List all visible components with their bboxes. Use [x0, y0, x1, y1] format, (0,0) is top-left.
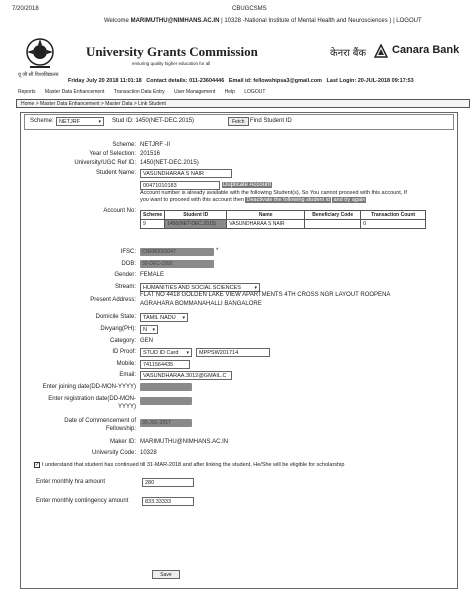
td-transaction-count: 0	[361, 220, 426, 229]
dob-label: DOB:	[121, 261, 136, 267]
duplicate-account-tag: Duplicate Account	[223, 182, 272, 188]
print-title: CBUGCSMS	[232, 6, 267, 12]
bank-name: Canara Bank	[392, 44, 460, 56]
save-button[interactable]: Save	[152, 570, 180, 579]
th-beneficiary-code: Beneficiary Code	[305, 211, 361, 220]
warning-highlight: Deactivate the following student id	[246, 197, 330, 203]
scheme-label: Scheme:	[112, 142, 136, 148]
th-student-id: Student ID	[165, 211, 227, 220]
maker-id-value: MARIMUTHU@NIMHANS.AC.IN	[140, 439, 229, 445]
ugc-logo-icon	[22, 36, 58, 76]
th-transaction-count: Transaction Count	[361, 211, 426, 220]
id-proof-number-field[interactable]: MPPSW201714	[196, 348, 270, 357]
info-bar	[68, 78, 414, 84]
breadcrumb: Home > Master Data Enhancement > Master Data > Link Student	[16, 99, 470, 108]
th-name: Name	[227, 211, 305, 220]
ugc-title: University Grants Commission	[86, 44, 258, 59]
menu-help[interactable]: Help	[224, 89, 235, 95]
commencement-label: Date of Commencement of	[64, 418, 136, 424]
email-field[interactable]: VASUNDHARAA.3012@GMAIL.C	[140, 371, 232, 380]
year-value: 201516	[140, 151, 161, 157]
university-code-value: 10328	[140, 450, 157, 456]
email-label: Email:	[119, 372, 136, 378]
stream-select[interactable]: HUMANITIES AND SOCIAL SCIENCES ▾	[140, 283, 260, 292]
find-student-id-link[interactable]: Find Student ID	[250, 118, 292, 124]
search-stud-id-label: Stud ID: 1450(NET-DEC.2015)	[112, 118, 195, 124]
menu-logout[interactable]: LOGOUT	[244, 89, 266, 95]
address-line-2: AGRAHARA BOMMANAHALLI BANGALORE	[140, 301, 262, 307]
divyang-select[interactable]: N ▾	[140, 325, 158, 334]
welcome-rest[interactable]: | 10328 -National Institute of Mental Health and Neurosciences ) | LOGOUT	[221, 18, 422, 24]
bank-name-hindi: केनरा बैंक	[330, 48, 367, 59]
divyang-label: Divyang(PH):	[100, 326, 136, 332]
registration-date-field[interactable]	[140, 397, 192, 405]
account-number-field[interactable]: 00471010183	[140, 181, 220, 190]
td-name: VASUNDHARAA S NAIR	[227, 220, 305, 229]
mobile-label: Mobile:	[116, 361, 136, 367]
agreement-text: I understand that student has continued till 31-MAR-2018 and after linking the student, He/She will be eligible for scholarship	[42, 462, 345, 468]
agreement-checkbox[interactable]: ✓	[35, 462, 40, 468]
id-proof-label: ID Proof:	[112, 349, 136, 355]
hra-label: Enter monthly hra amount	[36, 479, 106, 485]
ref-id-label: University/UGC Ref ID:	[74, 160, 136, 166]
domicile-label: Domicile State:	[95, 314, 136, 320]
scheme-value: NETJRF -II	[140, 142, 170, 148]
commencement-date-field[interactable]: 30-JUL-2017	[140, 419, 192, 427]
duplicate-account-table	[140, 210, 426, 229]
university-code-label: University Code:	[91, 450, 136, 456]
logo-subtext: यू जी सी विश्वविद्यालय	[18, 72, 59, 78]
address-line-1: FLAT NO 4418 GOLDEN LAKE VIEW APARTMENTS 4TH CROSS NGR LAYOUT ROOPENA	[140, 292, 391, 298]
mobile-field[interactable]: 7411564435	[140, 360, 190, 369]
td-beneficiary-code	[305, 220, 361, 229]
warning-line-3: and try again	[333, 197, 366, 203]
info-contact: Contact details: 011-23604446	[146, 78, 225, 84]
canara-bank-logo-icon	[374, 44, 388, 58]
ugc-tagline: ensuring quality higher education for all	[132, 61, 211, 66]
student-name-field[interactable]: VASUNDHARAA S NAIR	[140, 169, 232, 178]
welcome-prefix: Welcome	[104, 18, 129, 24]
hra-field[interactable]: 280	[142, 478, 194, 487]
joining-date-label: Enter joining date(DD-MON-YYYY)	[42, 384, 136, 390]
year-label: Year of Selection:	[89, 151, 136, 157]
menu-transaction[interactable]: Transaction Data Entry	[113, 89, 165, 95]
dob-field[interactable]: 30-DEC-1992	[140, 260, 214, 268]
ifsc-required-mark: *	[216, 248, 219, 254]
ref-id-value: 1450(NET-DEC.2015)	[140, 160, 199, 166]
menu-bar	[18, 89, 470, 95]
domicile-select[interactable]: TAMIL NADU ▾	[140, 313, 188, 322]
gender-label: Gender:	[114, 272, 136, 278]
table-row	[141, 220, 426, 229]
warning-line-2: this account, If you want to proceed with this account then	[140, 190, 407, 203]
stream-label: Stream:	[114, 284, 136, 290]
address-label: Present Address:	[90, 297, 136, 303]
maker-id-label: Maker ID:	[109, 439, 136, 445]
info-email: Email id: fellowshipsa3@gmail.com	[228, 78, 322, 84]
commencement-label-2: Fellowship:	[105, 426, 136, 432]
th-scheme: Scheme	[141, 211, 165, 220]
category-value: GEN	[140, 338, 154, 344]
print-date: 7/20/2018	[12, 6, 39, 12]
contingency-field[interactable]: 833.33333	[142, 497, 194, 506]
menu-reports[interactable]: Reports	[18, 89, 36, 95]
registration-date-label: Enter registration date(DD-MON-	[48, 396, 136, 402]
gender-value: FEMALE	[140, 272, 165, 278]
search-scheme-label: Scheme:	[30, 118, 54, 124]
ifsc-label: IFSC:	[120, 249, 136, 255]
id-proof-select[interactable]: STUD ID Card ▾	[140, 348, 192, 357]
duplicate-warning	[140, 190, 410, 204]
contingency-label: Enter monthly contingency amount	[36, 498, 129, 504]
info-last-login: Last Login: 20-JUL-2018 09:17:53	[326, 78, 414, 84]
menu-user-management[interactable]: User Management	[174, 89, 216, 95]
warning-line-1: Account number is already available with the following Student(s), So You cannot proceed with	[140, 190, 370, 196]
td-scheme: 9	[141, 220, 165, 229]
td-student-id[interactable]: 1450(NET-DEC.2015)	[165, 220, 227, 229]
fetch-button[interactable]: Fetch	[228, 117, 249, 126]
joining-date-field[interactable]	[140, 383, 192, 391]
account-label: Account No:	[103, 208, 136, 214]
ifsc-field[interactable]: CNRB0003047	[140, 248, 214, 256]
welcome-bar	[104, 18, 422, 24]
info-date: Friday July 20 2018 11:01:18	[68, 78, 142, 84]
welcome-user: MARIMUTHU@NIMHANS.AC.IN	[130, 18, 220, 24]
table-header-row	[141, 211, 426, 220]
menu-master-data[interactable]: Master Data Enhancement	[44, 89, 105, 95]
category-label: Category:	[109, 338, 136, 344]
registration-date-label-2: YYYY)	[117, 404, 136, 410]
student-name-label: Student Name:	[95, 170, 136, 176]
scheme-select[interactable]: NETJRF ▾	[56, 117, 104, 126]
